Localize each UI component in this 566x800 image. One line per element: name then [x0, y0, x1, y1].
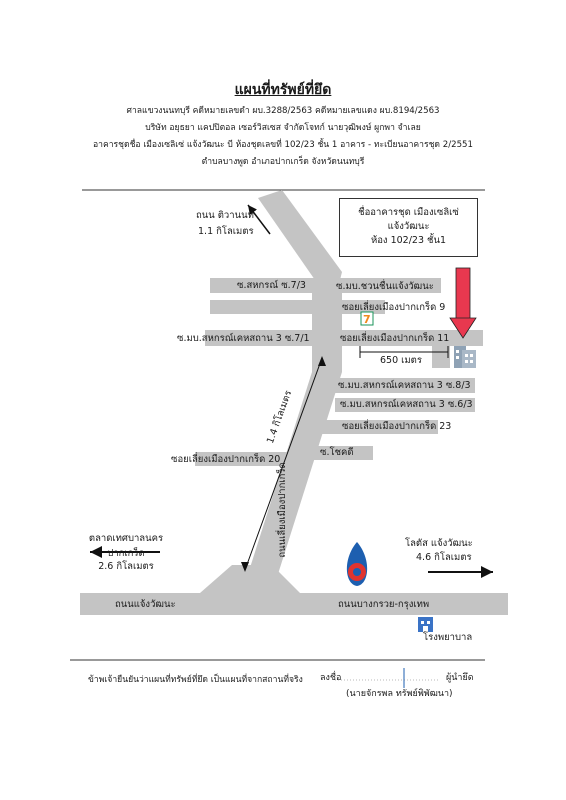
hospital-label: โรงพยาบาล [423, 632, 473, 643]
condo-info-line: อาคารชุดชื่อ เมืองเซลิเซ่ แจ้งวัฒนะ บี ห้องชุดเลขที่ 102/23 ชั้น 1 อาคาร - ทะเบียนอาคารชุด 2/2551 [93, 140, 473, 150]
soi-pakkret-11-label: ซอยเลี่ยงเมืองปากเกร็ด 11 [340, 333, 450, 344]
signer-name: (นายจักรพล ทรัพย์พิพัฒนา) [346, 689, 453, 699]
location-arrow-icon [450, 268, 476, 338]
svg-text:7: 7 [363, 313, 371, 326]
lotus-distance-label: 4.6 กิโลเมตร [416, 552, 472, 563]
bangkruai-road-label: ถนนบางกรวย-กรุงเทพ [338, 599, 430, 610]
soi-sahakorn-3-7-1-label: ซ.มบ.สหกรณ์เคหสถาน 3 ซ.7/1 [177, 333, 310, 344]
footer-sign-suffix: ผู้นำยึด [446, 673, 474, 683]
soi-chokdee-label: ซ.โชคดี [320, 447, 354, 458]
market-name: ตลาดเทศบาลนคร [88, 533, 164, 544]
distance-1-4km-label: 1.4 กิโลเมตร [264, 389, 295, 446]
tiwanon-road-label: ถนน ติวานนท์ [196, 210, 254, 221]
road-main-south [242, 372, 342, 593]
chaengwattana-road-label: ถนนแจ้งวัฒนะ [115, 599, 176, 610]
soi-pakkret-23-label: ซอยเลี่ยงเมืองปากเกร็ด 23 [342, 421, 452, 432]
lotus-label: โลตัส แจ้งวัฒนะ [405, 538, 473, 549]
room-number: ห้อง 102/23 ชั้น1 [370, 235, 447, 246]
footer-statement: ข้าพเจ้ายืนยันว่าแผนที่ทรัพย์ที่ยึด เป็นแผนที่จากสถานที่จริง [88, 675, 303, 685]
condo-building-icon [454, 346, 476, 368]
seven-eleven-icon [361, 312, 373, 326]
footer-sign-prefix: ลงชื่อ [320, 673, 342, 683]
soi-pakkret-20-label: ซอยเลี่ยงเมืองปากเกร็ด 20 [171, 454, 281, 465]
soi-sahakorn-7-3-label: ซ.สหกรณ์ ซ.7/3 [237, 280, 306, 291]
hospital-icon [418, 617, 433, 632]
parties-line: บริษัท อยุธยา แคปปิตอล เซอร์วิสเซส จำกัดโจทก์ นายวุฒิพงษ์ ผูกพา จำเลย [145, 123, 421, 133]
building-name: ชื่ออาคารชุด เมืองเซลิเซ่ [358, 207, 459, 218]
building-area: แจ้งวัฒนะ [387, 221, 430, 232]
road-junction [200, 565, 300, 593]
soi-mb-chuanchuen-label: ซ.มบ.ชวนชื่นแจ้งวัฒนะ [336, 281, 434, 292]
market-label [76, 533, 176, 545]
court-case-line: ศาลแขวงนนทบุรี คดีหมายเลขดำ ผบ.3288/2563 คดีหมายเลขแดง ผบ.8194/2563 [126, 106, 440, 116]
distance-650m-label: 650 เมตร [380, 355, 422, 366]
map-title: แผนที่ทรัพย์ที่ยึด [234, 82, 332, 98]
market-distance-label: 2.6 กิโลเมตร [98, 561, 154, 572]
soi-pakkret-9-label: ซอยเลี่ยงเมืองปากเกร็ด 9 [342, 302, 446, 313]
bypass-road-label: ถนนเลี่ยงเมืองปากเกร็ด [277, 462, 288, 558]
road-tiwanon [258, 190, 342, 280]
soi-sahakorn-3-6-3-label: ซ.มบ.สหกรณ์เคหสถาน 3 ซ.6/3 [340, 399, 473, 410]
building-info-box [339, 198, 478, 257]
soi-sahakorn-3-8-3-label: ซ.มบ.สหกรณ์เคหสถาน 3 ซ.8/3 [338, 380, 471, 391]
road-main-north [312, 280, 342, 372]
tiwanon-distance-label: 1.1 กิโลเมตร [198, 226, 254, 237]
ptt-logo-icon [347, 542, 367, 586]
location-line: ตำบลบางพูด อำเภอปากเกร็ด จังหวัดนนทบุรี [201, 157, 365, 167]
market-area-label: ปากเกร็ด [107, 548, 145, 559]
